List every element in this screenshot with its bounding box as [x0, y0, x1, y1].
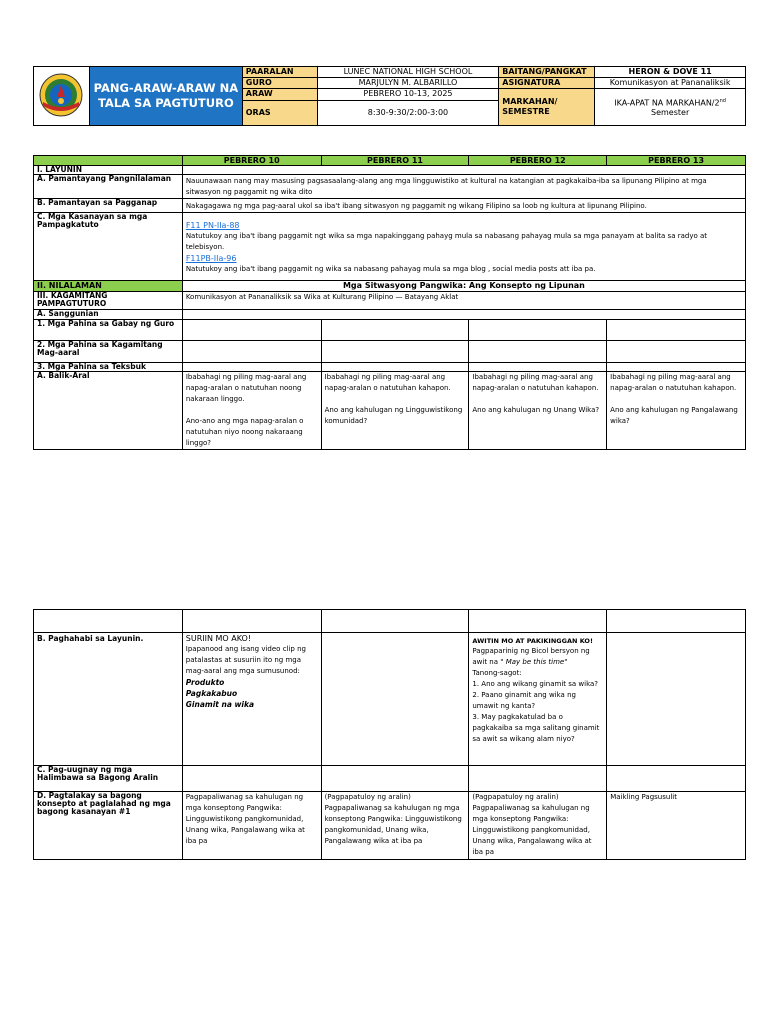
- teksbuk-label: 3. Mga Pahina sa Teksbuk: [34, 363, 183, 372]
- suriin-text: Ipapanood ang isang video clip ng patalastas at susuriin ito ng mga mag-aaral ang mga sumusunod:: [185, 645, 306, 675]
- awitin-tanong: Tanong-sagot:: [472, 669, 522, 677]
- label-araw: ARAW: [242, 89, 317, 101]
- cell: [321, 363, 469, 372]
- pamantayang-label: A. Pamantayang Pangnilalaman: [34, 175, 183, 199]
- awitin-text: Pagpaparinig ng Bicol bersyon ng awit na " May be this time": [472, 647, 590, 666]
- value-oras: 8:30-9:30/2:00-3:00: [317, 101, 499, 126]
- label-baitang: BAITANG/PANGKAT: [499, 67, 595, 78]
- paghahabi-day2: [321, 633, 469, 766]
- cell: [469, 341, 607, 363]
- kasanayan-cell: [182, 213, 745, 281]
- paghahabi-day4: [607, 633, 746, 766]
- pagganap-text: Nakagagawa ng mga pag-aaral ukol sa iba't ibang sitwasyon ng paggamit ng wikang Filipino sa loob ng kultura at lipunang Pilipino.: [182, 199, 745, 213]
- value-paaralan: LUNEC NATIONAL HIGH SCHOOL: [317, 67, 499, 78]
- pagtalakay-day2: (Pagpapatuloy ng aralin) Pagpapaliwanag sa kahulugan ng mga konseptong Pangwika: Lingguwistikong pangkomunidad, Unang wika, Pangalawang wika at iba pa: [321, 792, 469, 860]
- cell: [182, 363, 321, 372]
- cell: [607, 363, 746, 372]
- cell: [469, 610, 607, 633]
- pagtalakay-label: D. Pagtalakay sa bagong konsepto at paglalahad ng mga bagong kasanayan #1: [34, 792, 183, 860]
- pagtalakay-day3: (Pagpapatuloy ng aralin) Pagpapaliwanag sa kahulugan ng mga konseptong Pangwika: Lingguwistikong pangkomunidad, Unang wika, Pangalawang wika at iba pa: [469, 792, 607, 860]
- balik-aral-day4: Ibabahagi ng piling mag-aaral ang napag-aralan o natutuhan kahapon. Ano ang kahulugan ng Pangalawang wika?: [607, 372, 746, 450]
- cell: [469, 363, 607, 372]
- day-header: PEBRERO 13: [607, 156, 746, 166]
- balik-aral-label: A. Balik-Aral: [34, 372, 183, 450]
- kagamitang-aaral-label: 2. Mga Pahina sa Kagamitang Mag-aaral: [34, 341, 183, 363]
- layunin-blank: [182, 166, 745, 175]
- cell: [607, 610, 746, 633]
- value-asignatura: Komunikasyon at Pananaliksik: [595, 78, 746, 89]
- pagtalakay-day1: Pagpapaliwanag sa kahulugan ng mga konseptong Pangwika: Lingguwistikong pangkomunidad, Unang wika, Pangalawang wika at iba pa: [182, 792, 321, 860]
- paghahabi-day1: [182, 633, 321, 766]
- day-header: PEBRERO 10: [182, 156, 321, 166]
- kasanayan-label: C. Mga Kasanayan sa mga Pampagkatuto: [34, 213, 183, 281]
- cell: [182, 766, 321, 792]
- label-oras: ORAS: [242, 101, 317, 126]
- nilalaman-text: Mga Sitwasyong Pangwika: Ang Konsepto ng Lipunan: [182, 281, 745, 292]
- gabay-label: 1. Mga Pahina sa Gabay ng Guro: [34, 320, 183, 341]
- pag-uugnay-label: C. Pag-uugnay ng mga Halimbawa sa Bagong Aralin: [34, 766, 183, 792]
- suriin-title: SURIIN MO AKO!: [185, 634, 252, 643]
- day-header: PEBRERO 11: [321, 156, 469, 166]
- value-araw: PEBRERO 10-13, 2025: [317, 89, 499, 101]
- deped-seal-icon: [38, 72, 84, 118]
- row-layunin-label: [34, 156, 183, 166]
- pamantayang-text: Nauunawaan nang may masusing pagsasaalang-alang ang mga lingguwistiko at kultural na katangian at pagkakaiba-iba sa lipunang Pilipino at mga sitwasyon ng paggamit ng wika dito: [182, 175, 745, 199]
- sanggunian-blank: [182, 310, 745, 320]
- pagganap-label: B. Pamantayan sa Pagganap: [34, 199, 183, 213]
- label-paaralan: PAARALAN: [242, 67, 317, 78]
- cell: [182, 610, 321, 633]
- competency-code-link[interactable]: F11 PN-IIa-88: [185, 221, 240, 230]
- competency-code-link[interactable]: F11PB-IIa-96: [185, 254, 237, 263]
- value-baitang: HERON & DOVE 11: [595, 67, 746, 78]
- kagamitang-text: Komunikasyon at Pananaliksik sa Wika at Kulturang Pilipino — Batayang Aklat: [182, 292, 745, 310]
- nilalaman-label: II. NILALAMAN: [34, 281, 183, 292]
- awitin-title: AWITIN MO AT PAKIKINGGAN KO!: [472, 637, 593, 645]
- school-seal-cell: [34, 67, 90, 126]
- competency-text: Natutukoy ang iba't ibang paggamit ngt wika sa mga napakinggang pahayg mula sa nabasang pahayag mula sa mga panayam at balita sa radyo at telebisyon.: [185, 232, 708, 251]
- kagamitang-label: III. KAGAMITANG PAMPAGTUTURO: [34, 292, 183, 310]
- competency-text: Natutukoy ang iba't ibang paggamit ng wika sa nabasang pahayag mula sa mga blog , social media posts att iba pa.: [185, 265, 596, 273]
- cell: [469, 766, 607, 792]
- cell: [321, 610, 469, 633]
- lesson-table-page2: [33, 609, 746, 860]
- day-header: PEBRERO 12: [469, 156, 607, 166]
- paghahabi-day3: [469, 633, 607, 766]
- balik-aral-day2: Ibabahagi ng piling mag-aaral ang napag-aralan o natutuhan kahapon. Ano ang kahulugan ng Lingguwistikong komunidad?: [321, 372, 469, 450]
- label-asignatura: ASIGNATURA: [499, 78, 595, 89]
- suriin-item: Pagkakabuo: [185, 689, 238, 698]
- value-guro: MARJULYN M. ALBARILLO: [317, 78, 499, 89]
- paghahabi-label: B. Paghahabi sa Layunin.: [34, 633, 183, 766]
- label-guro: GURO: [242, 78, 317, 89]
- balik-aral-day3: Ibabahagi ng piling mag-aaral ang napag-aralan o natutuhan kahapon. Ano ang kahulugan ng Unang Wika?: [469, 372, 607, 450]
- page-title: PANG-ARAW-ARAW NA TALA SA PAGTUTURO: [89, 67, 242, 126]
- awitin-question: 3. May pagkakatulad ba o pagkakaiba sa mga salitang ginamit sa awit sa wikang alam niyo?: [472, 713, 600, 743]
- cell: [469, 320, 607, 341]
- cell: [607, 341, 746, 363]
- awitin-question: 2. Paano ginamit ang wika ng umawit ng kanta?: [472, 691, 576, 710]
- pagtalakay-day4: Maikling Pagsusulit: [607, 792, 746, 860]
- value-markahan: IKA-APAT NA MARKAHAN/2nd Semester: [595, 89, 746, 126]
- label-markahan: MARKAHAN/ SEMESTRE: [499, 89, 595, 126]
- header-table: [33, 66, 746, 126]
- cell: [34, 610, 183, 633]
- cell: [182, 320, 321, 341]
- cell: [321, 320, 469, 341]
- cell: [607, 766, 746, 792]
- cell: [182, 341, 321, 363]
- suriin-item: Ginamit na wika: [185, 700, 255, 709]
- suriin-item: Produkto: [185, 678, 225, 687]
- cell: [321, 766, 469, 792]
- cell: [607, 320, 746, 341]
- awitin-question: 1. Ano ang wikang ginamit sa wika?: [472, 680, 599, 688]
- sanggunian-label: A. Sanggunian: [34, 310, 183, 320]
- lesson-table-page1: [33, 155, 746, 450]
- layunin-heading: I. LAYUNIN: [34, 166, 183, 175]
- balik-aral-day1: Ibabahagi ng piling mag-aaral ang napag-aralan o natutuhan noong nakaraan linggo. Ano-ano ang mga napag-aralan o natutuhan niyo noong nakaraang linggo?: [182, 372, 321, 450]
- cell: [321, 341, 469, 363]
